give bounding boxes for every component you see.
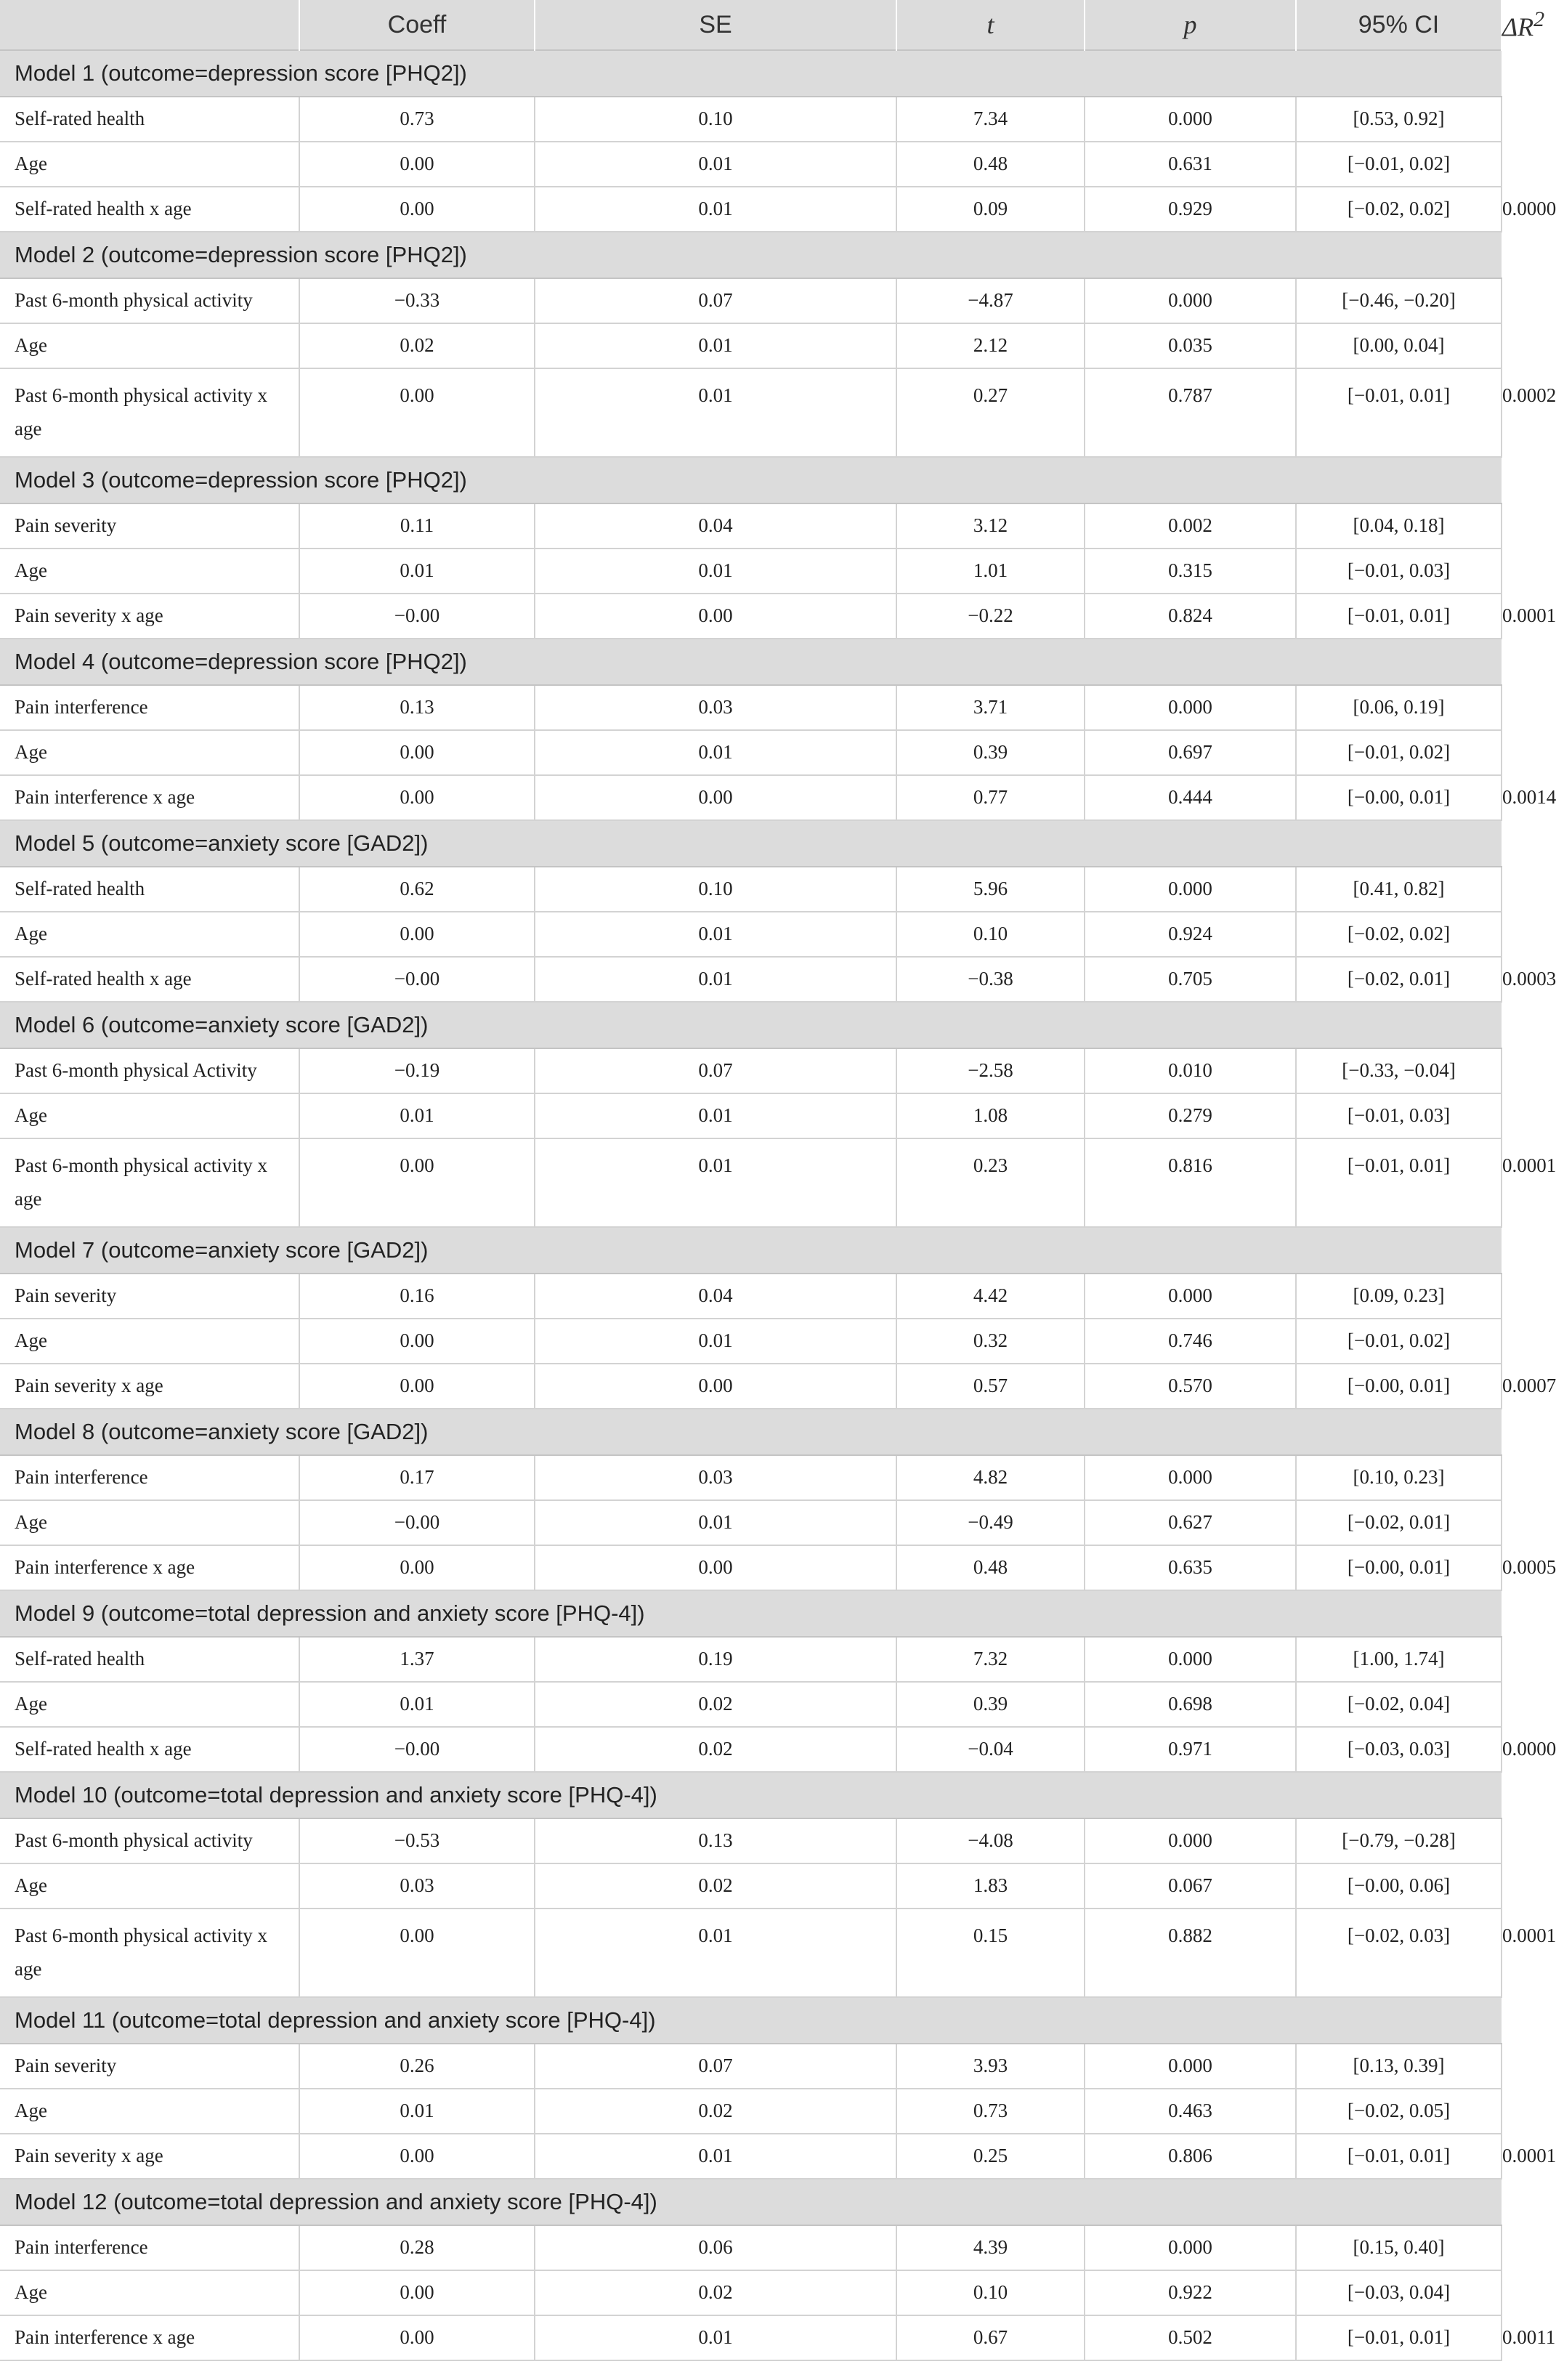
header-delta-r2-base: ΔR [1502, 12, 1534, 41]
cell-t: −4.87 [896, 278, 1085, 323]
cell-coeff: 0.00 [299, 142, 535, 187]
cell-coeff: 0.00 [299, 912, 535, 957]
cell-ci: [0.15, 0.40] [1296, 2225, 1502, 2270]
cell-coeff: 0.00 [299, 1909, 535, 1997]
cell-p: 0.922 [1085, 2270, 1296, 2315]
table-row [0, 2270, 1502, 2315]
cell-label: Pain interference [0, 685, 299, 730]
cell-t: 1.08 [896, 1093, 1085, 1138]
cell-t: −2.58 [896, 1048, 1085, 1093]
cell-se: 0.03 [535, 685, 896, 730]
model-header-row [0, 1772, 1502, 1818]
header-ci: 95% CI [1296, 0, 1502, 50]
cell-coeff: 0.11 [299, 503, 535, 549]
model-header-row [0, 50, 1502, 97]
header-delta-r2-sup: 2 [1533, 7, 1545, 31]
table-row [0, 912, 1502, 957]
cell-t: 0.23 [896, 1138, 1085, 1227]
cell-t: 2.12 [896, 323, 1085, 368]
cell-p: 0.010 [1085, 1048, 1296, 1093]
table-row [0, 1048, 1502, 1093]
cell-p: 0.000 [1085, 685, 1296, 730]
cell-se: 0.10 [535, 97, 896, 142]
cell-coeff: −0.00 [299, 1500, 535, 1545]
cell-se: 0.01 [535, 549, 896, 594]
table-row: Pain severity x age 0.00 0.00 0.57 0.570 [−0.00, 0.01] 0.0007 [0, 1364, 1502, 1409]
cell-ci: [−0.03, 0.03] [1296, 1727, 1502, 1772]
cell-ci: [−0.02, 0.02] [1296, 912, 1502, 957]
cell-se: 0.02 [535, 2089, 896, 2134]
cell-ci: [0.00, 0.04] [1296, 323, 1502, 368]
cell-label: Self-rated health x age [0, 957, 299, 1002]
cell-p: 0.000 [1085, 1637, 1296, 1682]
cell-coeff: 0.01 [299, 549, 535, 594]
cell-ci: [−0.02, 0.02] [1296, 187, 1502, 232]
cell-label: Pain severity [0, 1274, 299, 1319]
table-row: Self-rated health x age −0.00 0.02 −0.04 0.971 [−0.03, 0.03] 0.0000 [0, 1727, 1502, 1772]
cell-se: 0.02 [535, 1863, 896, 1909]
cell-label: Self-rated health x age [0, 1727, 299, 1772]
cell-p: 0.502 [1085, 2315, 1296, 2360]
cell-label: Self-rated health [0, 97, 299, 142]
cell-coeff: 0.01 [299, 1682, 535, 1727]
cell-se: 0.01 [535, 912, 896, 957]
cell-label: Pain interference [0, 2225, 299, 2270]
cell-coeff: 0.01 [299, 1093, 535, 1138]
cell-t: −0.49 [896, 1500, 1085, 1545]
cell-coeff: 0.01 [299, 2089, 535, 2134]
cell-se: 0.01 [535, 1500, 896, 1545]
cell-p: 0.000 [1085, 1274, 1296, 1319]
cell-se: 0.00 [535, 775, 896, 820]
cell-ci: [−0.03, 0.04] [1296, 2270, 1502, 2315]
model-header-row [0, 639, 1502, 685]
table-row [0, 1500, 1502, 1545]
cell-se: 0.13 [535, 1818, 896, 1863]
header-row [0, 0, 1502, 50]
cell-se: 0.01 [535, 187, 896, 232]
cell-label: Self-rated health x age [0, 187, 299, 232]
cell-se: 0.07 [535, 2044, 896, 2089]
cell-p: 0.824 [1085, 594, 1296, 639]
cell-p: 0.746 [1085, 1319, 1296, 1364]
model-header-row [0, 1409, 1502, 1455]
table-row [0, 1093, 1502, 1138]
cell-p: 0.002 [1085, 503, 1296, 549]
cell-ci: [−0.79, −0.28] [1296, 1818, 1502, 1863]
cell-coeff: 0.00 [299, 1138, 535, 1227]
cell-ci: [−0.01, 0.02] [1296, 142, 1502, 187]
cell-p: 0.971 [1085, 1727, 1296, 1772]
cell-label: Past 6-month physical activity [0, 1818, 299, 1863]
cell-coeff: 0.02 [299, 323, 535, 368]
cell-label: Past 6-month physical activity x age [0, 368, 299, 457]
cell-p: 0.463 [1085, 2089, 1296, 2134]
cell-p: 0.635 [1085, 1545, 1296, 1590]
model-header-row [0, 1590, 1502, 1637]
cell-se: 0.01 [535, 323, 896, 368]
cell-ci: [−0.01, 0.02] [1296, 1319, 1502, 1364]
model-title: Model 10 (outcome=total depression and anxiety score [PHQ-4]) [0, 1772, 1502, 1818]
model-title: Model 6 (outcome=anxiety score [GAD2]) [0, 1002, 1502, 1048]
cell-se: 0.04 [535, 1274, 896, 1319]
table-row: Past 6-month physical activity x age 0.00 0.01 0.23 0.816 [−0.01, 0.01] 0.0001 [0, 1138, 1502, 1227]
table-row [0, 1682, 1502, 1727]
table-row [0, 1863, 1502, 1909]
header-p [1085, 0, 1296, 50]
cell-se: 0.07 [535, 1048, 896, 1093]
cell-ci: [−0.02, 0.04] [1296, 1682, 1502, 1727]
cell-se: 0.04 [535, 503, 896, 549]
cell-label: Age [0, 912, 299, 957]
cell-ci: [−0.02, 0.01] [1296, 957, 1502, 1002]
cell-label: Age [0, 2270, 299, 2315]
cell-se: 0.01 [535, 368, 896, 457]
cell-p: 0.570 [1085, 1364, 1296, 1409]
cell-ci: [−0.01, 0.01] [1296, 2134, 1502, 2179]
cell-coeff: 0.13 [299, 685, 535, 730]
cell-se: 0.01 [535, 1093, 896, 1138]
cell-t: 0.57 [896, 1364, 1085, 1409]
cell-p: 0.000 [1085, 278, 1296, 323]
cell-t: 0.10 [896, 2270, 1085, 2315]
cell-ci: [−0.01, 0.01] [1296, 1138, 1502, 1227]
table-row [0, 1455, 1502, 1500]
cell-coeff: −0.00 [299, 594, 535, 639]
cell-ci: [−0.01, 0.01] [1296, 594, 1502, 639]
cell-coeff: −0.19 [299, 1048, 535, 1093]
cell-ci: [0.09, 0.23] [1296, 1274, 1502, 1319]
cell-ci: [−0.00, 0.01] [1296, 1545, 1502, 1590]
model-header-row [0, 2179, 1502, 2225]
model-title: Model 8 (outcome=anxiety score [GAD2]) [0, 1409, 1502, 1455]
cell-label: Pain interference x age [0, 2315, 299, 2360]
cell-t: −0.22 [896, 594, 1085, 639]
table-row [0, 503, 1502, 549]
cell-t: 0.27 [896, 368, 1085, 457]
cell-t: −0.38 [896, 957, 1085, 1002]
model-title: Model 7 (outcome=anxiety score [GAD2]) [0, 1227, 1502, 1274]
cell-coeff: 0.03 [299, 1863, 535, 1909]
cell-ci: [0.41, 0.82] [1296, 867, 1502, 912]
cell-p: 0.279 [1085, 1093, 1296, 1138]
cell-coeff: −0.00 [299, 957, 535, 1002]
table-row [0, 685, 1502, 730]
cell-coeff: 0.00 [299, 2315, 535, 2360]
cell-t: 0.09 [896, 187, 1085, 232]
model-title: Model 9 (outcome=total depression and anxiety score [PHQ-4]) [0, 1590, 1502, 1637]
cell-ci: [−0.01, 0.03] [1296, 549, 1502, 594]
cell-ci: [0.10, 0.23] [1296, 1455, 1502, 1500]
cell-label: Self-rated health [0, 1637, 299, 1682]
model-header-row [0, 457, 1502, 503]
cell-se: 0.01 [535, 730, 896, 775]
cell-se: 0.01 [535, 2315, 896, 2360]
header-se: SE [535, 0, 896, 50]
model-title: Model 2 (outcome=depression score [PHQ2]) [0, 232, 1502, 278]
cell-coeff: −0.00 [299, 1727, 535, 1772]
table-row: Past 6-month physical activity x age 0.00 0.01 0.15 0.882 [−0.02, 0.03] 0.0001 [0, 1909, 1502, 1997]
cell-coeff: 0.00 [299, 775, 535, 820]
cell-label: Pain severity x age [0, 2134, 299, 2179]
cell-label: Age [0, 730, 299, 775]
cell-label: Pain severity [0, 2044, 299, 2089]
cell-t: 0.39 [896, 730, 1085, 775]
cell-label: Past 6-month physical activity x age [0, 1138, 299, 1227]
model-title: Model 12 (outcome=total depression and anxiety score [PHQ-4]) [0, 2179, 1502, 2225]
cell-label: Pain interference x age [0, 1545, 299, 1590]
table-row [0, 730, 1502, 775]
cell-ci: [−0.01, 0.01] [1296, 2315, 1502, 2360]
cell-p: 0.000 [1085, 1818, 1296, 1863]
table-row [0, 2225, 1502, 2270]
cell-t: 1.83 [896, 1863, 1085, 1909]
cell-se: 0.00 [535, 594, 896, 639]
table-body [0, 50, 1556, 2360]
model-header-row [0, 232, 1502, 278]
table-row [0, 278, 1502, 323]
cell-t: 0.39 [896, 1682, 1085, 1727]
table-row [0, 142, 1502, 187]
cell-label: Past 6-month physical Activity [0, 1048, 299, 1093]
model-title: Model 4 (outcome=depression score [PHQ2]) [0, 639, 1502, 685]
cell-se: 0.00 [535, 1545, 896, 1590]
cell-t: 0.77 [896, 775, 1085, 820]
cell-p: 0.035 [1085, 323, 1296, 368]
cell-p: 0.924 [1085, 912, 1296, 957]
cell-label: Past 6-month physical activity [0, 278, 299, 323]
cell-ci: [0.06, 0.19] [1296, 685, 1502, 730]
cell-p: 0.315 [1085, 549, 1296, 594]
cell-se: 0.01 [535, 2134, 896, 2179]
cell-coeff: 0.62 [299, 867, 535, 912]
table-row: Pain interference x age 0.00 0.01 0.67 0.502 [−0.01, 0.01] 0.0011 [0, 2315, 1502, 2360]
table-row: Past 6-month physical activity x age 0.00 0.01 0.27 0.787 [−0.01, 0.01] 0.0002 [0, 368, 1502, 457]
cell-p: 0.705 [1085, 957, 1296, 1002]
cell-ci: [−0.00, 0.06] [1296, 1863, 1502, 1909]
cell-se: 0.02 [535, 1682, 896, 1727]
cell-se: 0.02 [535, 1727, 896, 1772]
cell-coeff: 1.37 [299, 1637, 535, 1682]
cell-t: 0.10 [896, 912, 1085, 957]
cell-t: 7.32 [896, 1637, 1085, 1682]
header-t [896, 0, 1085, 50]
cell-p: 0.816 [1085, 1138, 1296, 1227]
cell-coeff: 0.17 [299, 1455, 535, 1500]
cell-ci: [1.00, 1.74] [1296, 1637, 1502, 1682]
cell-se: 0.01 [535, 142, 896, 187]
cell-se: 0.01 [535, 957, 896, 1002]
cell-label: Pain severity [0, 503, 299, 549]
cell-se: 0.01 [535, 1909, 896, 1997]
cell-p: 0.627 [1085, 1500, 1296, 1545]
cell-se: 0.01 [535, 1319, 896, 1364]
cell-ci: [−0.00, 0.01] [1296, 775, 1502, 820]
cell-t: 0.73 [896, 2089, 1085, 2134]
table-row [0, 323, 1502, 368]
cell-p: 0.000 [1085, 867, 1296, 912]
header-t-text: t [986, 10, 994, 39]
cell-p: 0.444 [1085, 775, 1296, 820]
cell-label: Age [0, 1319, 299, 1364]
cell-label: Past 6-month physical activity x age [0, 1909, 299, 1997]
cell-coeff: 0.00 [299, 1364, 535, 1409]
table-row [0, 867, 1502, 912]
table-row: Pain severity x age −0.00 0.00 −0.22 0.824 [−0.01, 0.01] 0.0001 [0, 594, 1502, 639]
cell-ci: [−0.00, 0.01] [1296, 1364, 1502, 1409]
table-row: Pain interference x age 0.00 0.00 0.48 0.635 [−0.00, 0.01] 0.0005 [0, 1545, 1502, 1590]
cell-coeff: 0.00 [299, 1319, 535, 1364]
cell-se: 0.00 [535, 1364, 896, 1409]
cell-t: 4.82 [896, 1455, 1085, 1500]
cell-label: Age [0, 142, 299, 187]
cell-t: 3.12 [896, 503, 1085, 549]
cell-ci: [−0.02, 0.03] [1296, 1909, 1502, 1997]
table-row [0, 1319, 1502, 1364]
model-header-row [0, 820, 1502, 867]
cell-t: 4.39 [896, 2225, 1085, 2270]
cell-p: 0.929 [1085, 187, 1296, 232]
cell-ci: [−0.01, 0.03] [1296, 1093, 1502, 1138]
cell-label: Age [0, 1500, 299, 1545]
cell-label: Pain severity x age [0, 1364, 299, 1409]
cell-label: Age [0, 2089, 299, 2134]
cell-p: 0.000 [1085, 2225, 1296, 2270]
model-title: Model 11 (outcome=total depression and anxiety score [PHQ-4]) [0, 1997, 1502, 2044]
cell-coeff: 0.26 [299, 2044, 535, 2089]
table-row: Self-rated health x age −0.00 0.01 −0.38 0.705 [−0.02, 0.01] 0.0003 [0, 957, 1502, 1002]
cell-label: Age [0, 1682, 299, 1727]
model-header-row [0, 1997, 1502, 2044]
cell-se: 0.10 [535, 867, 896, 912]
cell-label: Pain severity x age [0, 594, 299, 639]
cell-p: 0.697 [1085, 730, 1296, 775]
cell-p: 0.698 [1085, 1682, 1296, 1727]
cell-ci: [−0.01, 0.01] [1296, 368, 1502, 457]
cell-coeff: −0.33 [299, 278, 535, 323]
cell-t: 0.67 [896, 2315, 1085, 2360]
model-header-row [0, 1227, 1502, 1274]
cell-label: Age [0, 323, 299, 368]
table-row [0, 97, 1502, 142]
cell-t: 0.32 [896, 1319, 1085, 1364]
table-row [0, 2044, 1502, 2089]
table-row [0, 1274, 1502, 1319]
cell-ci: [0.13, 0.39] [1296, 2044, 1502, 2089]
table-row: Pain interference x age 0.00 0.00 0.77 0.444 [−0.00, 0.01] 0.0014 [0, 775, 1502, 820]
header-p-text: p [1183, 10, 1197, 39]
cell-se: 0.03 [535, 1455, 896, 1500]
table-row: Self-rated health x age 0.00 0.01 0.09 0.929 [−0.02, 0.02] 0.0000 [0, 187, 1502, 232]
cell-coeff: 0.00 [299, 2134, 535, 2179]
table-row [0, 549, 1502, 594]
cell-t: 0.15 [896, 1909, 1085, 1997]
cell-p: 0.631 [1085, 142, 1296, 187]
table-row [0, 1637, 1502, 1682]
cell-label: Self-rated health [0, 867, 299, 912]
cell-p: 0.067 [1085, 1863, 1296, 1909]
cell-label: Age [0, 1093, 299, 1138]
header-coeff: Coeff [299, 0, 535, 50]
table-row: Pain severity x age 0.00 0.01 0.25 0.806 [−0.01, 0.01] 0.0001 [0, 2134, 1502, 2179]
model-title: Model 1 (outcome=depression score [PHQ2]) [0, 50, 1502, 97]
cell-t: 0.48 [896, 142, 1085, 187]
table-row [0, 1818, 1502, 1863]
cell-t: 0.48 [896, 1545, 1085, 1590]
cell-coeff: −0.53 [299, 1818, 535, 1863]
header-label [0, 0, 299, 50]
cell-label: Pain interference [0, 1455, 299, 1500]
cell-ci: [0.04, 0.18] [1296, 503, 1502, 549]
cell-coeff: 0.00 [299, 1545, 535, 1590]
cell-p: 0.882 [1085, 1909, 1296, 1997]
model-header-row [0, 1002, 1502, 1048]
cell-label: Pain interference x age [0, 775, 299, 820]
cell-label: Age [0, 549, 299, 594]
cell-ci: [−0.46, −0.20] [1296, 278, 1502, 323]
cell-t: 5.96 [896, 867, 1085, 912]
cell-label: Age [0, 1863, 299, 1909]
cell-se: 0.19 [535, 1637, 896, 1682]
model-title: Model 5 (outcome=anxiety score [GAD2]) [0, 820, 1502, 867]
cell-coeff: 0.00 [299, 368, 535, 457]
cell-coeff: 0.00 [299, 730, 535, 775]
cell-coeff: 0.16 [299, 1274, 535, 1319]
cell-se: 0.01 [535, 1138, 896, 1227]
cell-p: 0.787 [1085, 368, 1296, 457]
model-title: Model 3 (outcome=depression score [PHQ2]) [0, 457, 1502, 503]
cell-t: 0.25 [896, 2134, 1085, 2179]
cell-ci: [−0.33, −0.04] [1296, 1048, 1502, 1093]
cell-coeff: 0.73 [299, 97, 535, 142]
cell-ci: [0.53, 0.92] [1296, 97, 1502, 142]
cell-t: 3.71 [896, 685, 1085, 730]
cell-coeff: 0.00 [299, 2270, 535, 2315]
cell-se: 0.07 [535, 278, 896, 323]
cell-se: 0.06 [535, 2225, 896, 2270]
cell-coeff: 0.00 [299, 187, 535, 232]
cell-t: 3.93 [896, 2044, 1085, 2089]
cell-t: 1.01 [896, 549, 1085, 594]
cell-p: 0.806 [1085, 2134, 1296, 2179]
cell-ci: [−0.02, 0.01] [1296, 1500, 1502, 1545]
cell-p: 0.000 [1085, 2044, 1296, 2089]
cell-t: 7.34 [896, 97, 1085, 142]
cell-ci: [−0.01, 0.02] [1296, 730, 1502, 775]
cell-coeff: 0.28 [299, 2225, 535, 2270]
cell-t: −4.08 [896, 1818, 1085, 1863]
cell-t: 4.42 [896, 1274, 1085, 1319]
cell-ci: [−0.02, 0.05] [1296, 2089, 1502, 2134]
cell-t: −0.04 [896, 1727, 1085, 1772]
table-row [0, 2089, 1502, 2134]
cell-p: 0.000 [1085, 1455, 1296, 1500]
cell-p: 0.000 [1085, 97, 1296, 142]
cell-se: 0.02 [535, 2270, 896, 2315]
